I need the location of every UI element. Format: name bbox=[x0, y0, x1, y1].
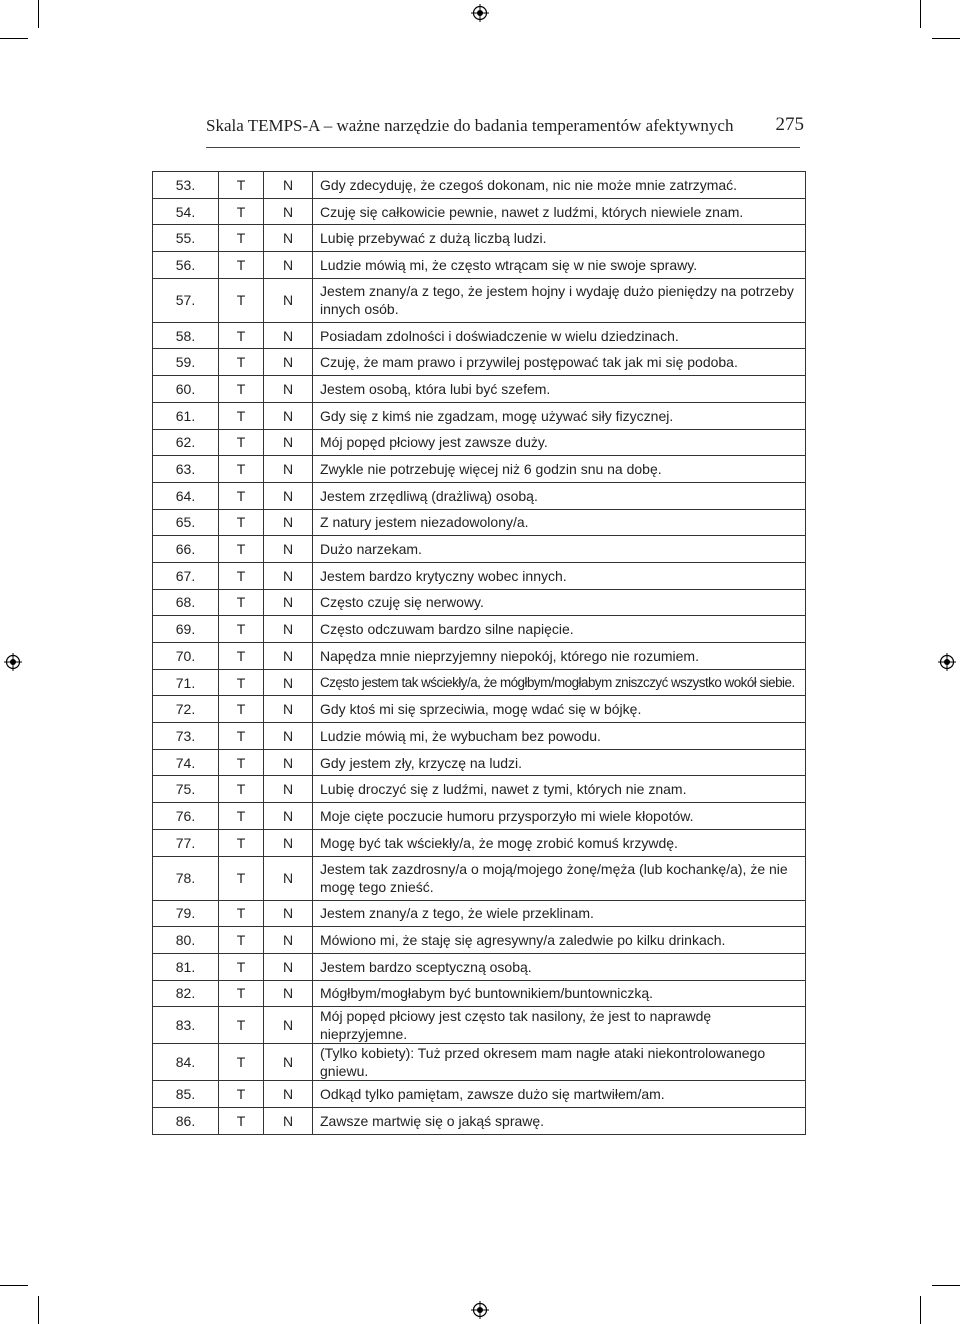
item-number: 77. bbox=[153, 829, 219, 856]
item-statement: Gdy jestem zły, krzyczę na ludzi. bbox=[313, 749, 806, 776]
item-statement: Jestem znany/a z tego, że jestem hojny i wydaję dużo pieniędzy na potrzeby innych osób. bbox=[313, 278, 806, 322]
item-number: 59. bbox=[153, 349, 219, 376]
item-statement: Jestem osobą, która lubi być szefem. bbox=[313, 376, 806, 403]
answer-false-option[interactable]: N bbox=[264, 589, 313, 616]
item-number: 72. bbox=[153, 696, 219, 723]
header-title: Skala TEMPS-A – ważne narzędzie do badania temperamentów afektywnych bbox=[206, 116, 734, 135]
item-statement: Czuję się całkowicie pewnie, nawet z ludźmi, których niewiele znam. bbox=[313, 198, 806, 225]
questionnaire-body bbox=[153, 172, 806, 1135]
answer-true-option[interactable]: T bbox=[219, 927, 264, 954]
table-row bbox=[153, 322, 806, 349]
answer-false-option[interactable]: N bbox=[264, 749, 313, 776]
item-statement: Jestem zrzędliwą (drażliwą) osobą. bbox=[313, 482, 806, 509]
answer-false-option[interactable]: N bbox=[264, 429, 313, 456]
answer-true-option[interactable]: T bbox=[219, 953, 264, 980]
table-row bbox=[153, 803, 806, 830]
item-number: 85. bbox=[153, 1081, 219, 1108]
item-statement: Mogę być tak wściekły/a, że mogę zrobić komuś krzywdę. bbox=[313, 829, 806, 856]
table-row bbox=[153, 1107, 806, 1134]
item-statement: Zawsze martwię się o jakąś sprawę. bbox=[313, 1107, 806, 1134]
item-statement: Jestem bardzo krytyczny wobec innych. bbox=[313, 562, 806, 589]
answer-false-option[interactable]: N bbox=[264, 252, 313, 279]
answer-false-option[interactable]: N bbox=[264, 953, 313, 980]
table-row bbox=[153, 509, 806, 536]
answer-true-option[interactable]: T bbox=[219, 349, 264, 376]
item-statement: Lubię przebywać z dużą liczbą ludzi. bbox=[313, 225, 806, 252]
item-statement: Często czuję się nerwowy. bbox=[313, 589, 806, 616]
item-number: 86. bbox=[153, 1107, 219, 1134]
crop-mark bbox=[38, 0, 39, 28]
answer-true-option[interactable]: T bbox=[219, 278, 264, 322]
answer-false-option[interactable]: N bbox=[264, 349, 313, 376]
table-row bbox=[153, 723, 806, 750]
answer-true-option[interactable]: T bbox=[219, 616, 264, 643]
answer-false-option[interactable]: N bbox=[264, 616, 313, 643]
item-number: 71. bbox=[153, 669, 219, 696]
crop-mark bbox=[920, 1296, 921, 1324]
item-number: 84. bbox=[153, 1044, 219, 1081]
table-row bbox=[153, 900, 806, 927]
item-number: 82. bbox=[153, 980, 219, 1007]
answer-true-option[interactable]: T bbox=[219, 669, 264, 696]
answer-true-option[interactable]: T bbox=[219, 723, 264, 750]
answer-false-option[interactable]: N bbox=[264, 1044, 313, 1081]
answer-false-option[interactable]: N bbox=[264, 980, 313, 1007]
crop-mark bbox=[932, 38, 960, 39]
item-statement: Mówiono mi, że staję się agresywny/a zaledwie po kilku drinkach. bbox=[313, 927, 806, 954]
answer-false-option[interactable]: N bbox=[264, 509, 313, 536]
item-statement: Ludzie mówią mi, że wybucham bez powodu. bbox=[313, 723, 806, 750]
item-statement: Zwykle nie potrzebuję więcej niż 6 godzin snu na dobę. bbox=[313, 456, 806, 483]
answer-true-option[interactable]: T bbox=[219, 456, 264, 483]
item-number: 83. bbox=[153, 1007, 219, 1044]
crop-mark bbox=[920, 0, 921, 28]
table-row bbox=[153, 953, 806, 980]
item-number: 63. bbox=[153, 456, 219, 483]
item-statement: Mój popęd płciowy jest często tak nasilony, że jest to naprawdę nieprzyjemne. bbox=[313, 1007, 806, 1044]
table-row bbox=[153, 776, 806, 803]
answer-false-option[interactable]: N bbox=[264, 856, 313, 900]
answer-true-option[interactable]: T bbox=[219, 643, 264, 670]
item-statement: Gdy się z kimś nie zgadzam, mogę używać siły fizycznej. bbox=[313, 402, 806, 429]
table-row bbox=[153, 252, 806, 279]
answer-true-option[interactable]: T bbox=[219, 1044, 264, 1081]
registration-mark-icon bbox=[938, 653, 956, 671]
answer-true-option[interactable]: T bbox=[219, 776, 264, 803]
item-statement: Odkąd tylko pamiętam, zawsze dużo się martwiłem/am. bbox=[313, 1081, 806, 1108]
header-rule bbox=[206, 147, 800, 148]
answer-false-option[interactable]: N bbox=[264, 1107, 313, 1134]
answer-true-option[interactable]: T bbox=[219, 509, 264, 536]
item-statement: Mój popęd płciowy jest zawsze duży. bbox=[313, 429, 806, 456]
item-number: 62. bbox=[153, 429, 219, 456]
crop-mark bbox=[932, 1285, 960, 1286]
table-row bbox=[153, 1081, 806, 1108]
table-row bbox=[153, 482, 806, 509]
item-statement: Ludzie mówią mi, że często wtrącam się w nie swoje sprawy. bbox=[313, 252, 806, 279]
item-statement: Z natury jestem niezadowolony/a. bbox=[313, 509, 806, 536]
table-row bbox=[153, 643, 806, 670]
item-statement: Dużo narzekam. bbox=[313, 536, 806, 563]
table-row bbox=[153, 616, 806, 643]
item-number: 55. bbox=[153, 225, 219, 252]
answer-true-option[interactable]: T bbox=[219, 402, 264, 429]
answer-false-option[interactable]: N bbox=[264, 536, 313, 563]
item-statement: Moje cięte poczucie humoru przysporzyło mi wiele kłopotów. bbox=[313, 803, 806, 830]
answer-true-option[interactable]: T bbox=[219, 1107, 264, 1134]
item-number: 74. bbox=[153, 749, 219, 776]
answer-false-option[interactable]: N bbox=[264, 376, 313, 403]
answer-true-option[interactable]: T bbox=[219, 749, 264, 776]
item-statement: Często jestem tak wściekły/a, że mógłbym/mogłabym zniszczyć wszystko wokół siebie. bbox=[313, 669, 806, 696]
table-row bbox=[153, 669, 806, 696]
item-statement: Czuję, że mam prawo i przywilej postępować tak jak mi się podoba. bbox=[313, 349, 806, 376]
answer-true-option[interactable]: T bbox=[219, 1081, 264, 1108]
answer-true-option[interactable]: T bbox=[219, 829, 264, 856]
item-number: 56. bbox=[153, 252, 219, 279]
item-number: 65. bbox=[153, 509, 219, 536]
item-statement: Gdy zdecyduję, że czegoś dokonam, nic nie może mnie zatrzymać. bbox=[313, 172, 806, 199]
item-number: 79. bbox=[153, 900, 219, 927]
table-row bbox=[153, 696, 806, 723]
answer-false-option[interactable]: N bbox=[264, 198, 313, 225]
answer-true-option[interactable]: T bbox=[219, 856, 264, 900]
answer-false-option[interactable]: N bbox=[264, 900, 313, 927]
table-row bbox=[153, 376, 806, 403]
answer-false-option[interactable]: N bbox=[264, 1007, 313, 1044]
item-statement: Posiadam zdolności i doświadczenie w wielu dziedzinach. bbox=[313, 322, 806, 349]
item-number: 60. bbox=[153, 376, 219, 403]
item-number: 57. bbox=[153, 278, 219, 322]
answer-false-option[interactable]: N bbox=[264, 278, 313, 322]
table-row bbox=[153, 402, 806, 429]
item-number: 66. bbox=[153, 536, 219, 563]
answer-true-option[interactable]: T bbox=[219, 322, 264, 349]
item-number: 70. bbox=[153, 643, 219, 670]
item-number: 80. bbox=[153, 927, 219, 954]
table-row bbox=[153, 980, 806, 1007]
answer-false-option[interactable]: N bbox=[264, 225, 313, 252]
item-number: 61. bbox=[153, 402, 219, 429]
answer-true-option[interactable]: T bbox=[219, 429, 264, 456]
answer-true-option[interactable]: T bbox=[219, 252, 264, 279]
answer-true-option[interactable]: T bbox=[219, 482, 264, 509]
crop-mark bbox=[0, 38, 28, 39]
answer-false-option[interactable]: N bbox=[264, 723, 313, 750]
item-statement: Jestem znany/a z tego, że wiele przeklinam. bbox=[313, 900, 806, 927]
table-row bbox=[153, 456, 806, 483]
answer-false-option[interactable]: N bbox=[264, 482, 313, 509]
answer-false-option[interactable]: N bbox=[264, 669, 313, 696]
item-statement: Jestem tak zazdrosny/a o moją/mojego żonę/męża (lub kochankę/a), że nie mogę tego znieść. bbox=[313, 856, 806, 900]
table-row bbox=[153, 278, 806, 322]
table-row bbox=[153, 856, 806, 900]
item-statement: Jestem bardzo sceptyczną osobą. bbox=[313, 953, 806, 980]
answer-true-option[interactable]: T bbox=[219, 536, 264, 563]
crop-mark bbox=[0, 1285, 28, 1286]
table-row bbox=[153, 1044, 806, 1081]
answer-true-option[interactable]: T bbox=[219, 225, 264, 252]
table-row bbox=[153, 536, 806, 563]
table-row bbox=[153, 349, 806, 376]
answer-true-option[interactable]: T bbox=[219, 589, 264, 616]
answer-true-option[interactable]: T bbox=[219, 376, 264, 403]
item-number: 78. bbox=[153, 856, 219, 900]
answer-true-option[interactable]: T bbox=[219, 1007, 264, 1044]
item-number: 54. bbox=[153, 198, 219, 225]
item-number: 67. bbox=[153, 562, 219, 589]
answer-true-option[interactable]: T bbox=[219, 803, 264, 830]
answer-true-option[interactable]: T bbox=[219, 980, 264, 1007]
table-row bbox=[153, 225, 806, 252]
table-row bbox=[153, 429, 806, 456]
item-statement: Lubię droczyć się z ludźmi, nawet z tymi, których nie znam. bbox=[313, 776, 806, 803]
running-header bbox=[206, 116, 804, 140]
answer-true-option[interactable]: T bbox=[219, 172, 264, 199]
item-statement: Często odczuwam bardzo silne napięcie. bbox=[313, 616, 806, 643]
answer-false-option[interactable]: N bbox=[264, 696, 313, 723]
crop-mark bbox=[38, 1296, 39, 1324]
table-row bbox=[153, 589, 806, 616]
table-row bbox=[153, 927, 806, 954]
answer-false-option[interactable]: N bbox=[264, 829, 313, 856]
table-row bbox=[153, 749, 806, 776]
registration-mark-icon bbox=[471, 1301, 489, 1319]
item-number: 64. bbox=[153, 482, 219, 509]
answer-false-option[interactable]: N bbox=[264, 1081, 313, 1108]
answer-false-option[interactable]: N bbox=[264, 456, 313, 483]
item-statement: (Tylko kobiety): Tuż przed okresem mam nagłe ataki niekontrolowanego gniewu. bbox=[313, 1044, 806, 1081]
item-statement: Mógłbym/mogłabym być buntownikiem/buntowniczką. bbox=[313, 980, 806, 1007]
registration-mark-icon bbox=[471, 4, 489, 22]
table-row bbox=[153, 198, 806, 225]
table-row bbox=[153, 562, 806, 589]
answer-false-option[interactable]: N bbox=[264, 643, 313, 670]
answer-false-option[interactable]: N bbox=[264, 803, 313, 830]
answer-true-option[interactable]: T bbox=[219, 198, 264, 225]
item-statement: Napędza mnie nieprzyjemny niepokój, którego nie rozumiem. bbox=[313, 643, 806, 670]
answer-true-option[interactable]: T bbox=[219, 696, 264, 723]
answer-false-option[interactable]: N bbox=[264, 562, 313, 589]
item-number: 76. bbox=[153, 803, 219, 830]
answer-false-option[interactable]: N bbox=[264, 172, 313, 199]
table-row bbox=[153, 172, 806, 199]
item-statement: Gdy ktoś mi się sprzeciwia, mogę wdać się w bójkę. bbox=[313, 696, 806, 723]
item-number: 81. bbox=[153, 953, 219, 980]
questionnaire-table bbox=[152, 171, 806, 1135]
answer-false-option[interactable]: N bbox=[264, 927, 313, 954]
answer-false-option[interactable]: N bbox=[264, 322, 313, 349]
item-number: 73. bbox=[153, 723, 219, 750]
table-row bbox=[153, 829, 806, 856]
answer-true-option[interactable]: T bbox=[219, 900, 264, 927]
answer-false-option[interactable]: N bbox=[264, 402, 313, 429]
item-number: 53. bbox=[153, 172, 219, 199]
table-row bbox=[153, 1007, 806, 1044]
page-number: 275 bbox=[775, 114, 804, 135]
item-number: 69. bbox=[153, 616, 219, 643]
item-number: 68. bbox=[153, 589, 219, 616]
registration-mark-icon bbox=[4, 653, 22, 671]
answer-true-option[interactable]: T bbox=[219, 562, 264, 589]
answer-false-option[interactable]: N bbox=[264, 776, 313, 803]
item-number: 58. bbox=[153, 322, 219, 349]
item-number: 75. bbox=[153, 776, 219, 803]
